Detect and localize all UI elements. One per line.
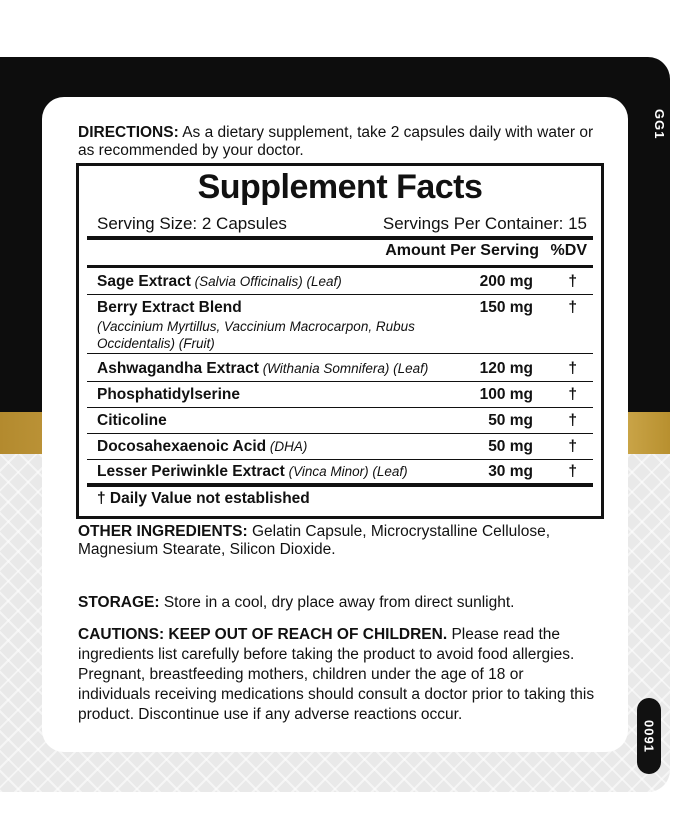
directions-text bbox=[78, 124, 608, 160]
divider bbox=[87, 353, 593, 354]
ingredient-dv: † bbox=[568, 412, 577, 429]
ingredient-dv: † bbox=[568, 463, 577, 480]
facts-title: Supplement Facts bbox=[197, 168, 483, 206]
divider bbox=[87, 265, 593, 268]
ingredient-name: Docosahexaenoic Acid bbox=[97, 438, 267, 455]
facts-row bbox=[97, 463, 601, 481]
storage bbox=[78, 594, 618, 612]
ingredient-name: Phosphatidylserine bbox=[97, 386, 240, 403]
ingredient-botanical: (Vaccinium Myrtillus, Vaccinium Macrocarpon, Rubus Occidentalis) (Fruit) bbox=[97, 319, 415, 351]
ingredient-name: Citicoline bbox=[97, 412, 167, 429]
cautions-body: Please read the ingredients list carefully before taking the product to avoid food allergies. Pregnant, breastfeeding mothers, children under the age of 18 or individuals receiving medications should consult a doctor prior to taking this product. Discontinue use if any adverse reactions occur. bbox=[78, 626, 595, 723]
label-card bbox=[42, 97, 628, 752]
ingredient-botanical: (Withania Somnifera) (Leaf) bbox=[258, 361, 429, 376]
cautions-label: CAUTIONS: KEEP OUT OF REACH OF CHILDREN. bbox=[78, 626, 448, 643]
supplement-facts-panel bbox=[76, 163, 604, 519]
divider bbox=[87, 433, 593, 434]
storage-label: STORAGE: bbox=[78, 594, 160, 611]
ingredient-dv: † bbox=[568, 360, 577, 377]
facts-row bbox=[97, 360, 601, 378]
serving-size: Serving Size: 2 Capsules bbox=[97, 214, 287, 233]
dv-footnote: † Daily Value not established bbox=[97, 490, 310, 507]
divider bbox=[87, 294, 593, 295]
amount-header: Amount Per Serving bbox=[385, 242, 539, 259]
ingredient-dv: † bbox=[568, 273, 577, 290]
ingredient-dv: † bbox=[568, 438, 577, 455]
cautions bbox=[78, 625, 600, 725]
facts-row bbox=[97, 273, 601, 291]
other-ingredients bbox=[78, 523, 618, 559]
divider bbox=[87, 381, 593, 382]
ingredient-amount: 120 mg bbox=[479, 360, 533, 377]
ingredient-amount: 50 mg bbox=[488, 412, 533, 429]
ingredient-botanical: (Vinca Minor) (Leaf) bbox=[284, 464, 408, 479]
facts-row bbox=[97, 412, 601, 430]
other-ingredients-label: OTHER INGREDIENTS: bbox=[78, 523, 248, 540]
facts-row bbox=[97, 299, 601, 352]
ingredient-amount: 50 mg bbox=[488, 438, 533, 455]
side-code-bottom: 0091 bbox=[637, 698, 661, 774]
ingredient-amount: 30 mg bbox=[488, 463, 533, 480]
ingredient-name: Sage Extract bbox=[97, 273, 191, 290]
ingredient-amount: 200 mg bbox=[479, 273, 533, 290]
servings-per-container: Servings Per Container: 15 bbox=[382, 214, 587, 233]
directions-body: As a dietary supplement, take 2 capsules daily with water or as recommended by your doctor. bbox=[78, 124, 594, 159]
other-ingredients-body: Gelatin Capsule, Microcrystalline Cellulose, Magnesium Stearate, Silicon Dioxide. bbox=[78, 523, 551, 558]
ingredient-botanical: (DHA) bbox=[266, 439, 308, 454]
ingredient-dv: † bbox=[568, 386, 577, 403]
ingredient-amount: 150 mg bbox=[479, 299, 533, 316]
ingredient-dv: † bbox=[568, 299, 577, 316]
facts-row bbox=[97, 438, 601, 456]
side-code-top: GG1 bbox=[652, 108, 667, 140]
ingredient-name: Lesser Periwinkle Extract bbox=[97, 463, 285, 480]
divider bbox=[87, 483, 593, 487]
storage-body: Store in a cool, dry place away from direct sunlight. bbox=[159, 594, 515, 611]
ingredient-amount: 100 mg bbox=[479, 386, 533, 403]
divider bbox=[87, 407, 593, 408]
directions-label: DIRECTIONS: bbox=[78, 124, 179, 141]
facts-row bbox=[97, 386, 601, 404]
ingredient-name: Berry Extract Blend bbox=[97, 299, 242, 316]
divider bbox=[87, 236, 593, 240]
ingredient-botanical: (Salvia Officinalis) (Leaf) bbox=[190, 274, 342, 289]
divider bbox=[87, 459, 593, 460]
ingredient-name: Ashwagandha Extract bbox=[97, 360, 259, 377]
dv-header: %DV bbox=[550, 242, 587, 259]
